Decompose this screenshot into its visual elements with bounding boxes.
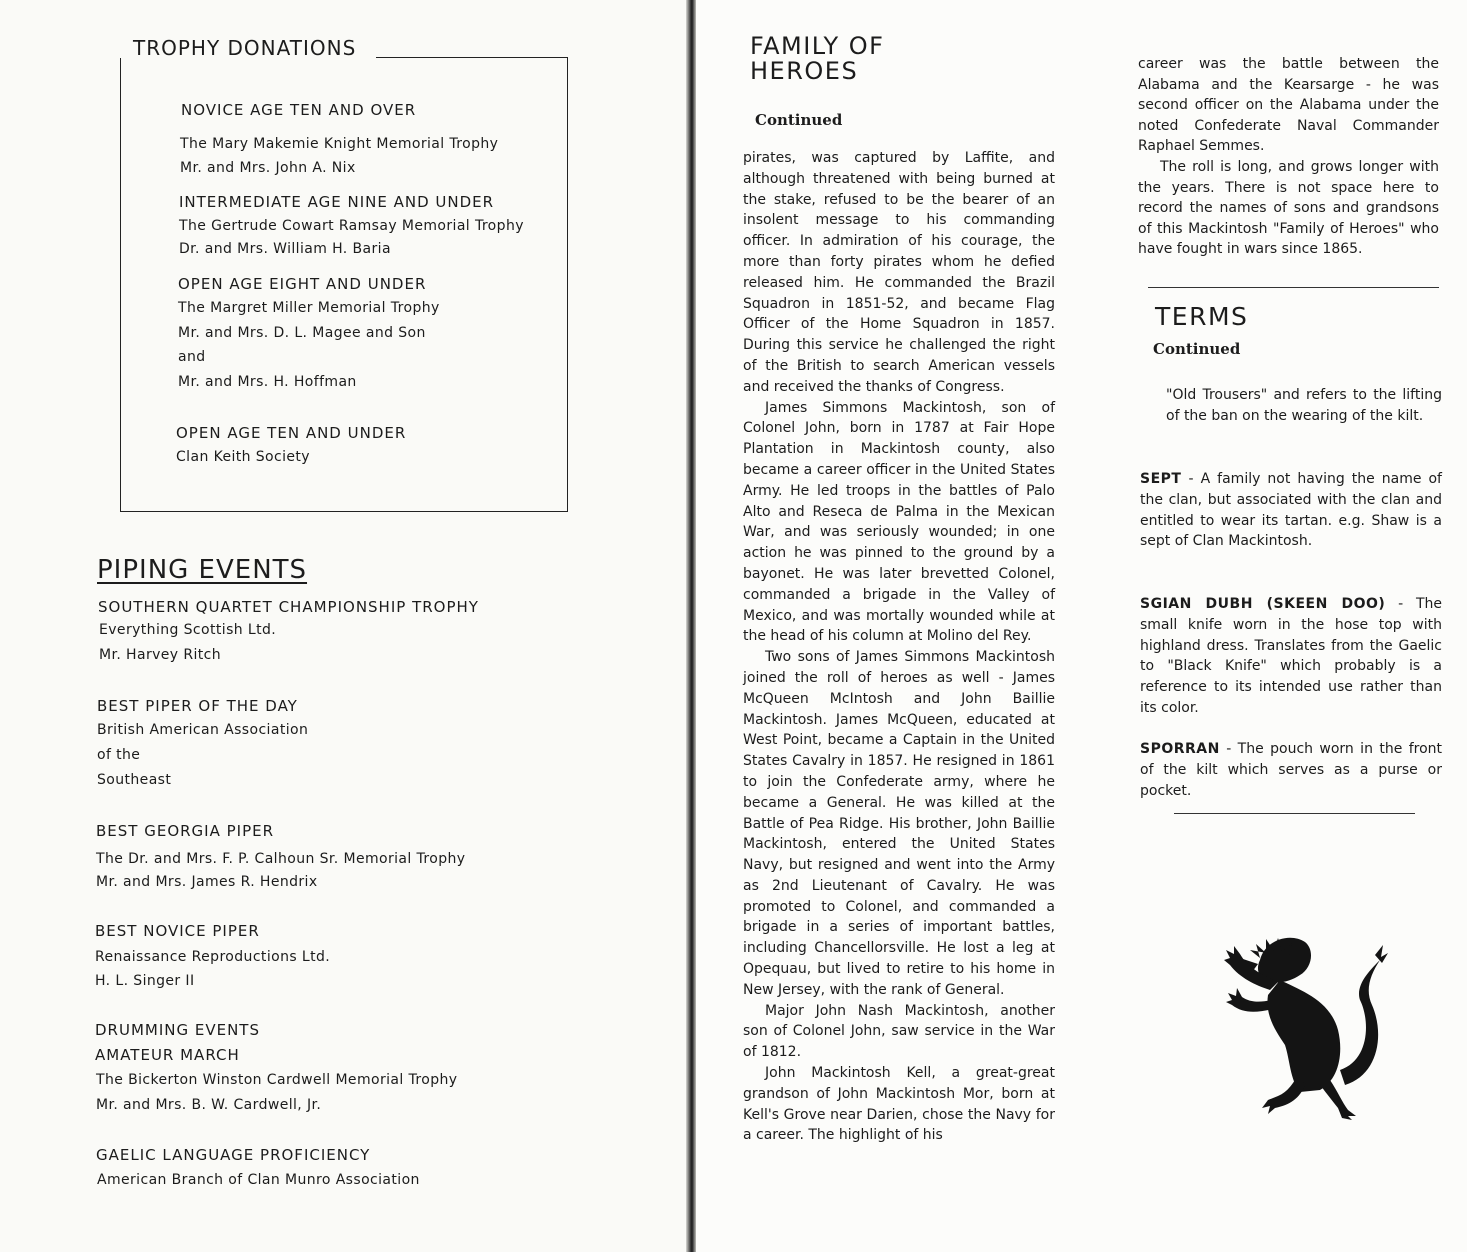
trophy-line: Mr. and Mrs. H. Hoffman [178, 374, 357, 390]
family-paragraph: pirates, was captured by Laffite, and although threatened with being burned at the stake, refused to be the bearer of an insolent message to his commanding officer. In admiration of his courage, the more than forty pirates whom he defied released him. He commanded the Brazil Squadron in 1851-52, and became Flag Officer of the Home Squadron in 1857. During this service he challenged the right of the British to search American vessels and received the thanks of Congress. [743, 150, 1055, 395]
family-paragraph: Major John Nash Mackintosh, another son of Colonel John, saw service in the War of 1812. [743, 1002, 1055, 1061]
terms-continued: Continued [1153, 340, 1241, 358]
term-entry-sept [1140, 469, 1442, 552]
book-spine [686, 0, 696, 1252]
family-title-line2: HEROES [750, 57, 859, 85]
drumming-heading: DRUMMING EVENTS [95, 1021, 260, 1039]
rampant-lion-icon [1220, 920, 1388, 1120]
family-paragraph: career was the battle between the Alabama and the Kearsarge - he was second officer on the Alabama under the noted Confederate Naval Commander Raphael Semmes. [1138, 56, 1439, 155]
term-entry-sporran [1140, 739, 1442, 801]
trophy-heading-open-ten: OPEN AGE TEN AND UNDER [176, 424, 407, 442]
term-definition: - The pouch worn in the front of the kilt which serves as a purse or pocket. [1140, 741, 1442, 799]
piping-events-title: PIPING EVENTS [97, 555, 308, 585]
trophy-line: Mr. and Mrs. D. L. Magee and Son [178, 325, 426, 341]
section-divider [1174, 813, 1415, 814]
piping-heading: BEST NOVICE PIPER [95, 922, 260, 940]
piping-line: British American Association [97, 722, 309, 738]
piping-line: The Bickerton Winston Cardwell Memorial Trophy [96, 1072, 458, 1088]
trophy-line: Dr. and Mrs. William H. Baria [179, 241, 391, 257]
family-title-line1: FAMILY OF [750, 32, 885, 60]
piping-line: Renaissance Reproductions Ltd. [95, 949, 331, 965]
piping-heading: BEST GEORGIA PIPER [96, 822, 275, 840]
piping-heading: BEST PIPER OF THE DAY [97, 697, 298, 715]
piping-heading: GAELIC LANGUAGE PROFICIENCY [96, 1146, 371, 1164]
family-column [743, 148, 1055, 1146]
trophy-line: The Margret Miller Memorial Trophy [178, 300, 440, 316]
term-entry-sgian-dubh [1140, 594, 1442, 719]
piping-line: Southeast [97, 772, 172, 788]
term-name: SGIAN DUBH (SKEEN DOO) [1140, 596, 1386, 612]
terms-intro: "Old Trousers" and refers to the lifting of the ban on the wearing of the kilt. [1166, 387, 1442, 424]
trophy-line: Clan Keith Society [176, 449, 310, 465]
trophy-line: The Mary Makemie Knight Memorial Trophy [180, 136, 499, 152]
piping-heading: AMATEUR MARCH [95, 1046, 240, 1064]
family-paragraph: The roll is long, and grows longer with the years. There is not space here to record the names of sons and grandsons of this Mackintosh "Family of Heroes" who have fought in wars since 1865. [1138, 158, 1439, 258]
trophy-title: TROPHY DONATIONS [133, 36, 357, 60]
piping-line: The Dr. and Mrs. F. P. Calhoun Sr. Memorial Trophy [96, 851, 466, 867]
term-name: SEPT [1140, 471, 1182, 487]
trophy-line: The Gertrude Cowart Ramsay Memorial Trophy [179, 218, 524, 234]
piping-line: H. L. Singer II [95, 973, 195, 989]
family-continued: Continued [755, 111, 843, 129]
trophy-line: and [178, 349, 206, 365]
trophy-heading-novice: NOVICE AGE TEN AND OVER [181, 101, 417, 119]
family-paragraph: John Mackintosh Kell, a great-great grandson of John Mackintosh Mor, born at Kell's Grove near Darien, chose the Navy for a career. The highlight of his [743, 1065, 1055, 1144]
family-right-column [1138, 54, 1439, 260]
piping-line: Everything Scottish Ltd. [99, 622, 277, 638]
piping-line: Mr. and Mrs. James R. Hendrix [96, 874, 318, 890]
piping-line: of the [97, 747, 141, 763]
trophy-heading-open-eight: OPEN AGE EIGHT AND UNDER [178, 275, 427, 293]
piping-line: Mr. and Mrs. B. W. Cardwell, Jr. [96, 1097, 322, 1113]
family-paragraph: Two sons of James Simmons Mackintosh joined the roll of heroes as well - James McQueen McIntosh and John Baillie Mackintosh. James McQueen, educated at West Point, became a Captain in the United States Cavalry in 1857. He resigned in 1861 to join the Confederate army, where he became a General. He was killed at the Battle of Pea Ridge. His brother, John Baillie Mackintosh, entered the United States Navy, but resigned and went into the Army as 2nd Lieutenant of Cavalry. He was promoted to Colonel, and commanded a brigade in a series of important battles, including Chancellorsville. He lost a leg at Opequau, but lived to retire to his home in New Jersey, with the rank of General. [743, 649, 1055, 998]
trophy-line: Mr. and Mrs. John A. Nix [180, 160, 356, 176]
section-divider [1148, 287, 1439, 288]
term-definition: - A family not having the name of the clan, but associated with the clan and entitled to wear its tartan. e.g. Shaw is a sept of Clan Mackintosh. [1140, 471, 1442, 550]
terms-title: TERMS [1155, 302, 1249, 331]
family-of-heroes-title [750, 34, 884, 84]
piping-line: American Branch of Clan Munro Association [97, 1172, 420, 1188]
piping-heading: SOUTHERN QUARTET CHAMPIONSHIP TROPHY [98, 598, 479, 616]
term-definition: - The small knife worn in the hose top with highland dress. Translates from the Gaelic to "Black Knife" which probably is a reference to its intended use rather than its color. [1140, 596, 1442, 716]
piping-line: Mr. Harvey Ritch [99, 647, 222, 663]
term-name: SPORRAN [1140, 741, 1220, 757]
family-paragraph: James Simmons Mackintosh, son of Colonel John, born in 1787 at Fair Hope Plantation in Mackintosh county, also became a career officer in the United States Army. He led troops in the battles of Palo Alto and Reseca de Palma in the Mexican War, and was seriously wounded; in one action he was pinned to the ground by a bayonet. He was later brevetted Colonel, commanded a brigade in the Valley of Mexico, and was mortally wounded while at the head of his column at Molino del Rey. [743, 399, 1055, 645]
trophy-heading-intermediate: INTERMEDIATE AGE NINE AND UNDER [179, 193, 495, 211]
